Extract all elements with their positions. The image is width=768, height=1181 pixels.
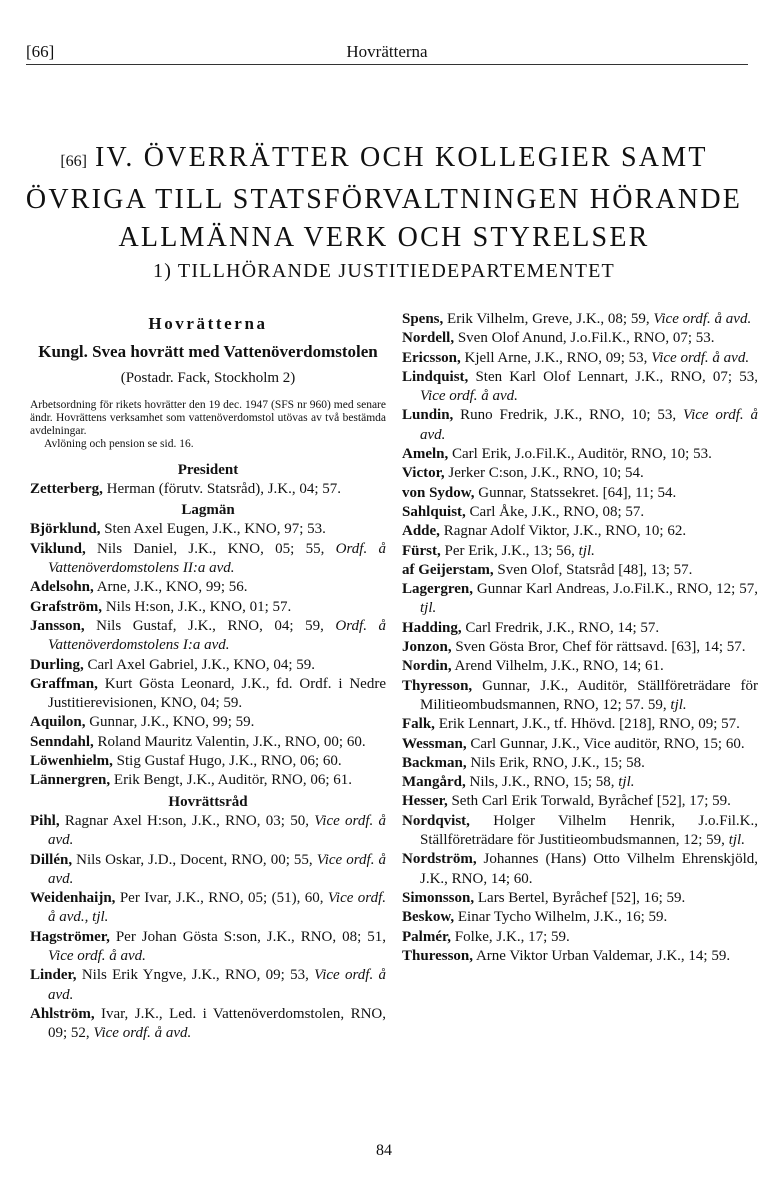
person-entry — [30, 713, 386, 732]
person-entry — [30, 928, 386, 967]
person-surname: Ahlström, — [30, 1005, 95, 1022]
person-entry — [30, 771, 386, 790]
person-surname: af Geijerstam, — [402, 561, 494, 578]
person-surname: Viklund, — [30, 540, 86, 557]
person-details: Nils Gustaf, J.K., RNO, 04; 59, — [84, 617, 336, 634]
person-role-italic: tjl. — [728, 832, 745, 849]
person-details: Arne Viktor Urban Valdemar, J.K., 14; 59. — [473, 947, 731, 964]
person-entry — [402, 928, 758, 947]
person-entry — [402, 812, 758, 851]
person-surname: Aquilon, — [30, 714, 86, 731]
person-details: Gunnar, J.K., KNO, 99; 59. — [85, 714, 255, 731]
person-surname: Backman, — [402, 754, 467, 771]
person-details: Nils Oskar, J.D., Docent, RNO, 00; 55, — [72, 851, 317, 868]
person-entry — [402, 368, 758, 407]
person-entry — [30, 966, 386, 1005]
person-surname: Fürst, — [402, 542, 441, 559]
person-details: Holger Vilhelm Henrik, J.o.Fil.K., Ställföreträdare för Justitieombudsmannen, 12; 59, — [420, 812, 758, 849]
running-page-ref: [66] — [26, 42, 55, 61]
person-details: Nils H:son, J.K., KNO, 01; 57. — [102, 598, 292, 615]
person-surname: Sahlquist, — [402, 503, 466, 520]
person-role-italic: tjl. — [578, 542, 595, 559]
person-details: Nils, J.K., RNO, 15; 58, — [465, 774, 619, 791]
person-entry — [30, 598, 386, 617]
person-details: Per Ivar, J.K., RNO, 05; (51), 60, — [115, 890, 328, 907]
person-details: Jerker C:son, J.K., RNO, 10; 54. — [444, 465, 644, 482]
person-surname: Dillén, — [30, 851, 73, 868]
person-entry — [402, 638, 758, 657]
person-surname: Ameln, — [402, 446, 449, 463]
person-entry — [402, 908, 758, 927]
person-entry — [402, 542, 758, 561]
person-details: Arend Vilhelm, J.K., RNO, 14; 61. — [451, 658, 664, 675]
page-number: 84 — [376, 1142, 392, 1159]
person-role-italic: Vice ordf. å avd. — [48, 967, 386, 1003]
person-surname: Lagergren, — [402, 581, 473, 598]
person-surname: Adelsohn, — [30, 579, 94, 596]
person-entry — [30, 675, 386, 714]
person-role-italic: tjl. — [670, 696, 687, 713]
person-details: Carl Axel Gabriel, J.K., KNO, 04; 59. — [83, 656, 315, 673]
person-entry — [402, 464, 758, 483]
person-surname: Thyresson, — [402, 677, 473, 694]
person-surname: Ericsson, — [402, 349, 461, 366]
ordinance-note: Arbetsordning för rikets hovrätter den 19 dec. 1947 (SFS nr 960) med senare ändr. Hovrättens verksamhet som vattenöverdomstol utövas av två bestämda avdelningar. — [30, 398, 386, 437]
person-details: Stig Gustaf Hugo, J.K., RNO, 06; 60. — [112, 753, 342, 770]
person-surname: Zetterberg, — [30, 480, 103, 497]
person-entry — [402, 619, 758, 638]
person-details: Seth Carl Erik Torwald, Byråchef [52], 17; 59. — [447, 793, 731, 810]
person-surname: Nordqvist, — [402, 812, 470, 829]
rank-heading: Hovrättsråd — [168, 793, 248, 810]
person-entry — [402, 889, 758, 908]
person-role-italic: Vice ordf. å avd. — [48, 851, 386, 887]
person-details: Carl Gunnar, J.K., Vice auditör, RNO, 15; 60. — [466, 735, 745, 752]
person-surname: Adde, — [402, 523, 440, 540]
running-title: Hovrätterna — [346, 42, 428, 61]
person-entry — [402, 349, 758, 368]
person-details: Kjell Arne, J.K., RNO, 09; 53, — [460, 349, 652, 366]
person-entry — [402, 329, 758, 348]
person-details: Sven Olof, Statsråd [48], 13; 57. — [493, 561, 693, 578]
main-heading-ref: [66] — [60, 153, 87, 170]
sub-heading: 1) TILLHÖRANDE JUSTITIEDEPARTEMENTET — [153, 260, 615, 282]
main-heading-line1 — [0, 140, 768, 180]
person-role-italic: Vice ordf. å avd. — [93, 1025, 192, 1042]
person-details: Roland Mauritz Valentin, J.K., RNO, 00; 60. — [93, 733, 366, 750]
person-entry — [402, 657, 758, 676]
person-details: Lars Bertel, Byråchef [52], 16; 59. — [474, 889, 686, 906]
person-surname: Beskow, — [402, 909, 455, 926]
person-surname: Victor, — [402, 465, 445, 482]
person-surname: Jonzon, — [402, 639, 452, 656]
section-title: Hovrätterna — [148, 314, 268, 333]
person-role-italic: Vice ordf. å avd. — [420, 407, 758, 443]
person-role-italic: Vice ordf. å avd. — [651, 349, 750, 366]
person-entry — [402, 735, 758, 754]
running-header — [26, 38, 748, 65]
person-details: Nils Daniel, J.K., KNO, 05; 55, — [85, 540, 336, 557]
person-entry — [30, 733, 386, 752]
person-surname: Durling, — [30, 656, 84, 673]
person-entry — [402, 773, 758, 792]
person-details: Kurt Gösta Leonard, J.K., fd. Ordf. i Nedre Justitierevisionen, KNO, 04; 59. — [48, 675, 386, 712]
person-entry — [30, 1005, 386, 1044]
person-entry — [30, 752, 386, 771]
person-details: Ragnar Adolf Viktor, J.K., RNO, 10; 62. — [439, 523, 687, 540]
main-heading — [0, 140, 768, 256]
person-surname: Nordell, — [402, 330, 455, 347]
person-entry — [402, 677, 758, 716]
person-details: Arne, J.K., KNO, 99; 56. — [93, 579, 248, 596]
person-entry — [30, 617, 386, 656]
person-surname: Lindquist, — [402, 368, 469, 385]
person-surname: Graffman, — [30, 675, 98, 692]
court-name: Kungl. Svea hovrätt med Vattenöverdomstolen — [38, 342, 378, 362]
person-surname: Wessman, — [402, 735, 467, 752]
person-entry — [30, 520, 386, 539]
person-details: Johannes (Hans) Otto Vilhelm Ehrenskjöld, J.K., RNO, 14; 60. — [420, 851, 758, 887]
person-surname: Palmér, — [402, 928, 452, 945]
person-surname: Simonsson, — [402, 889, 475, 906]
person-details: Runo Fredrik, J.K., RNO, 10; 53, — [453, 407, 684, 424]
right-entries — [402, 310, 758, 966]
person-entry — [30, 851, 386, 890]
person-details: Carl Fredrik, J.K., RNO, 14; 57. — [461, 619, 660, 636]
person-details: Carl Åke, J.K., RNO, 08; 57. — [465, 503, 645, 520]
person-entry — [402, 850, 758, 889]
main-heading-line2: ÖVRIGA TILL STATSFÖRVALTNINGEN HÖRANDE — [25, 184, 743, 215]
person-details: Erik Lennart, J.K., tf. Hhövd. [218], RNO, 09; 57. — [434, 716, 740, 733]
rank-heading: Lagmän — [181, 502, 235, 519]
person-details: Sven Gösta Bror, Chef för rättsavd. [63], 14; 57. — [451, 639, 746, 656]
person-entry — [402, 580, 758, 619]
person-surname: Grafström, — [30, 598, 103, 615]
person-surname: Spens, — [402, 311, 444, 327]
person-entry — [30, 812, 386, 851]
person-surname: Björklund, — [30, 521, 101, 538]
main-heading-line1-text: IV. ÖVERRÄTTER OCH KOLLEGIER SAMT — [95, 142, 708, 173]
person-role-italic: Ordf. å Vattenöverdomstolens II:a avd. — [48, 540, 387, 577]
person-surname: Hadding, — [402, 619, 462, 636]
person-details: Gunnar, Statssekret. [64], 11; 54. — [474, 484, 677, 501]
person-details: Sten Axel Eugen, J.K., KNO, 97; 53. — [100, 521, 326, 538]
person-details: Einar Tycho Wilhelm, J.K., 16; 59. — [454, 909, 668, 926]
right-column — [402, 310, 758, 966]
person-details: Ragnar Axel H:son, J.K., RNO, 03; 50, — [59, 812, 315, 829]
person-details: Nils Erik Yngve, J.K., RNO, 09; 53, — [76, 967, 315, 984]
person-surname: Pihl, — [30, 812, 60, 829]
person-entry — [402, 522, 758, 541]
person-entry — [30, 540, 386, 579]
person-details: Herman (förutv. Statsråd), J.K., 04; 57. — [102, 480, 342, 497]
person-entry — [30, 578, 386, 597]
person-surname: Nordström, — [402, 851, 477, 868]
person-entry — [30, 656, 386, 675]
person-details: Per Erik, J.K., 13; 56, — [440, 542, 579, 559]
person-surname: Löwenhielm, — [30, 753, 113, 770]
person-details: Gunnar, J.K., Auditör, Ställföreträdare för Militieombudsmannen, RNO, 12; 57. 59, — [420, 677, 758, 713]
person-entry — [402, 406, 758, 445]
person-surname: Jansson, — [30, 617, 85, 634]
rank-heading: President — [177, 461, 239, 478]
person-entry — [30, 480, 386, 499]
person-entry — [402, 754, 758, 773]
person-role-italic: tjl. — [420, 600, 437, 617]
postal-address: (Postadr. Fack, Stockholm 2) — [120, 370, 296, 387]
person-entry — [402, 484, 758, 503]
person-entry — [402, 310, 758, 329]
person-details: Sten Karl Olof Lennart, J.K., RNO, 07; 53, — [468, 368, 758, 385]
person-details: Erik Bengt, J.K., Auditör, RNO, 06; 61. — [110, 772, 353, 789]
person-details: Gunnar Karl Andreas, J.o.Fil.K., RNO, 12; 57, — [472, 581, 758, 598]
person-role-italic: Vice ordf. å avd. — [48, 812, 386, 849]
person-entry — [402, 503, 758, 522]
person-surname: Lundin, — [402, 407, 454, 424]
person-role-italic: Vice ordf. å avd., tjl. — [48, 890, 386, 926]
salary-note: Avlöning och pension se sid. 16. — [44, 437, 194, 450]
left-column — [30, 310, 386, 1044]
person-surname: Weidenhaijn, — [30, 890, 116, 907]
person-surname: Hagströmer, — [30, 928, 110, 945]
main-heading-line3: ALLMÄNNA VERK OCH STYRELSER — [118, 222, 650, 253]
person-details: Sven Olof Anund, J.o.Fil.K., RNO, 07; 53. — [454, 330, 715, 347]
person-role-italic: Vice ordf. å avd. — [420, 388, 518, 405]
person-details: Folke, J.K., 17; 59. — [451, 928, 570, 945]
person-surname: Thuresson, — [402, 947, 474, 964]
person-details: Erik Vilhelm, Greve, J.K., 08; 59, — [443, 311, 654, 327]
person-role-italic: Ordf. å Vattenöverdomstolens I:a avd. — [48, 617, 386, 654]
person-entry — [402, 947, 758, 966]
person-surname: Hesser, — [402, 793, 448, 810]
person-details: Carl Erik, J.o.Fil.K., Auditör, RNO, 10; 53. — [448, 446, 712, 463]
person-role-italic: Vice ordf. å avd. — [48, 948, 146, 965]
person-details: Per Johan Gösta S:son, J.K., RNO, 08; 51, — [109, 928, 386, 945]
person-surname: Falk, — [402, 716, 435, 733]
person-surname: von Sydow, — [402, 484, 475, 501]
person-entry — [402, 561, 758, 580]
person-role-italic: tjl. — [618, 774, 635, 791]
person-surname: Lännergren, — [30, 772, 111, 789]
person-details: Ivar, J.K., Led. i Vattenöverdomstolen, RNO, 09; 52, — [48, 1005, 386, 1042]
person-entry — [30, 889, 386, 928]
person-role-italic: Vice ordf. å avd. — [653, 311, 752, 327]
person-surname: Linder, — [30, 967, 77, 984]
person-surname: Nordin, — [402, 658, 452, 675]
left-sections — [30, 461, 386, 1044]
person-details: Nils Erik, RNO, J.K., 15; 58. — [466, 754, 645, 771]
person-surname: Mangård, — [402, 774, 466, 791]
person-entry — [402, 792, 758, 811]
person-entry — [402, 715, 758, 734]
person-surname: Senndahl, — [30, 733, 94, 750]
person-entry — [402, 445, 758, 464]
